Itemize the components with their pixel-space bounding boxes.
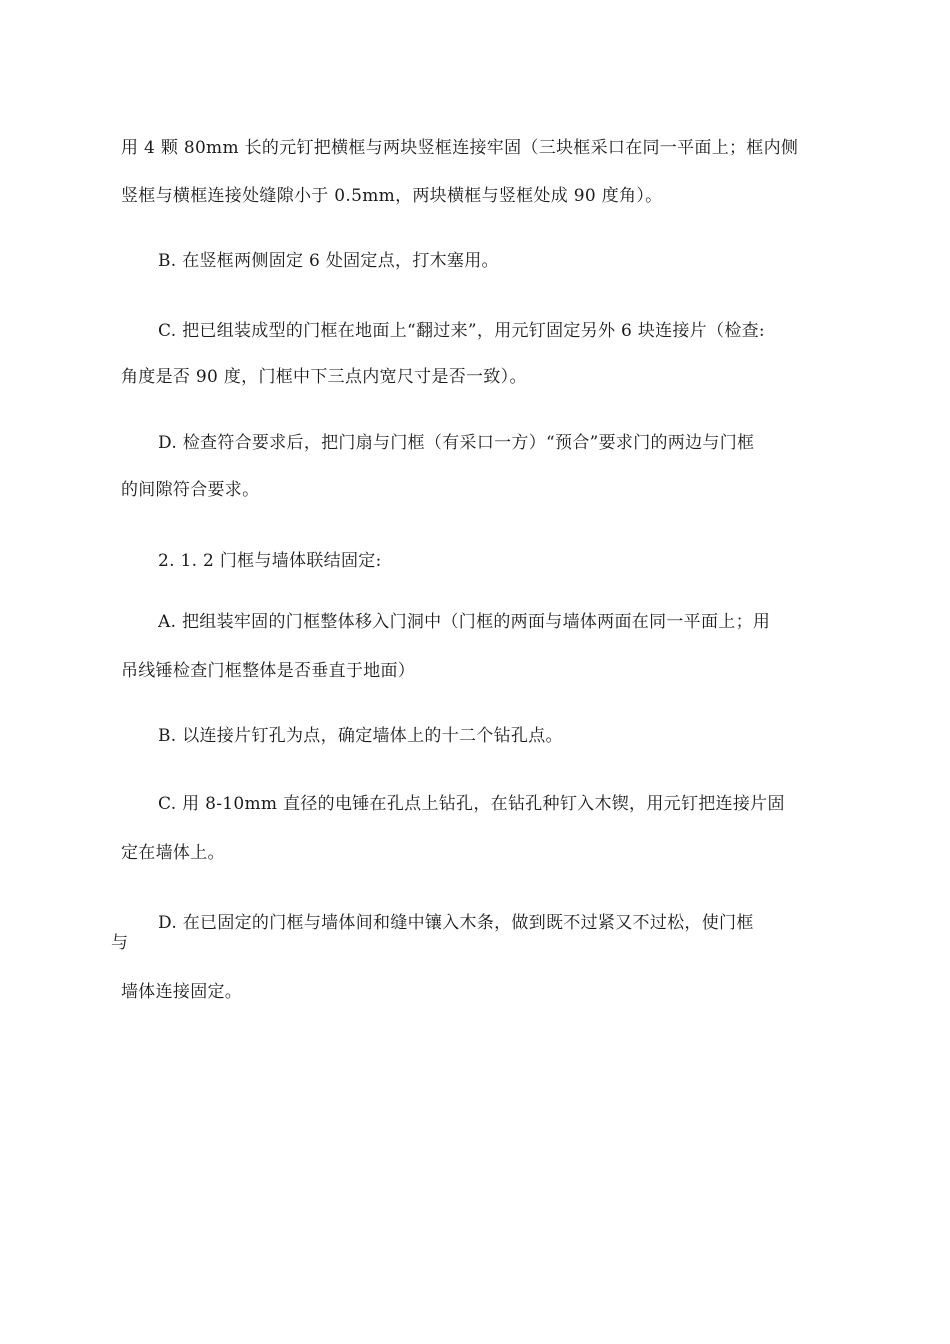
section-heading: 2. 1. 2 门框与墙体联结固定:	[158, 551, 382, 571]
paragraph-line: C. 用 8-10mm 直径的电锤在孔点上钻孔，在钻孔种钉入木锲，用元钉把连接片固	[158, 794, 785, 814]
paragraph-line: B. 以连接片钉孔为点，确定墙体上的十二个钻孔点。	[158, 726, 563, 746]
paragraph-line: 墙体连接固定。	[121, 982, 243, 1002]
paragraph-line: 吊线锤检查门框整体是否垂直于地面）	[121, 661, 416, 681]
paragraph-line: A. 把组装牢固的门框整体移入门洞中（门框的两面与墙体两面在同一平面上；用	[158, 612, 771, 632]
paragraph-line: D. 检查符合要求后，把门扇与门框（有采口一方）“预合”要求门的两边与门框	[158, 433, 755, 453]
paragraph-line: C. 把已组装成型的门框在地面上“翻过来”，用元钉固定另外 6 块连接片（检查:	[158, 321, 765, 341]
paragraph-line: 的间隙符合要求。	[121, 480, 260, 500]
paragraph-line: B. 在竖框两侧固定 6 处固定点，打木塞用。	[158, 251, 499, 271]
paragraph-line: 定在墙体上。	[121, 843, 225, 863]
paragraph-line: 竖框与横框连接处缝隙小于 0.5mm，两块横框与竖框处成 90 度角）。	[121, 186, 663, 206]
paragraph-line: D. 在已固定的门框与墙体间和缝中镶入木条，做到既不过紧又不过松，使门框	[158, 913, 754, 933]
paragraph-line: 与	[111, 933, 129, 953]
paragraph-line: 用 4 颗 80mm 长的元钉把横框与两块竖框连接牢固（三块框采口在同一平面上；框内侧	[121, 138, 799, 158]
paragraph-line: 角度是否 90 度，门框中下三点内宽尺寸是否一致）。	[121, 367, 527, 387]
